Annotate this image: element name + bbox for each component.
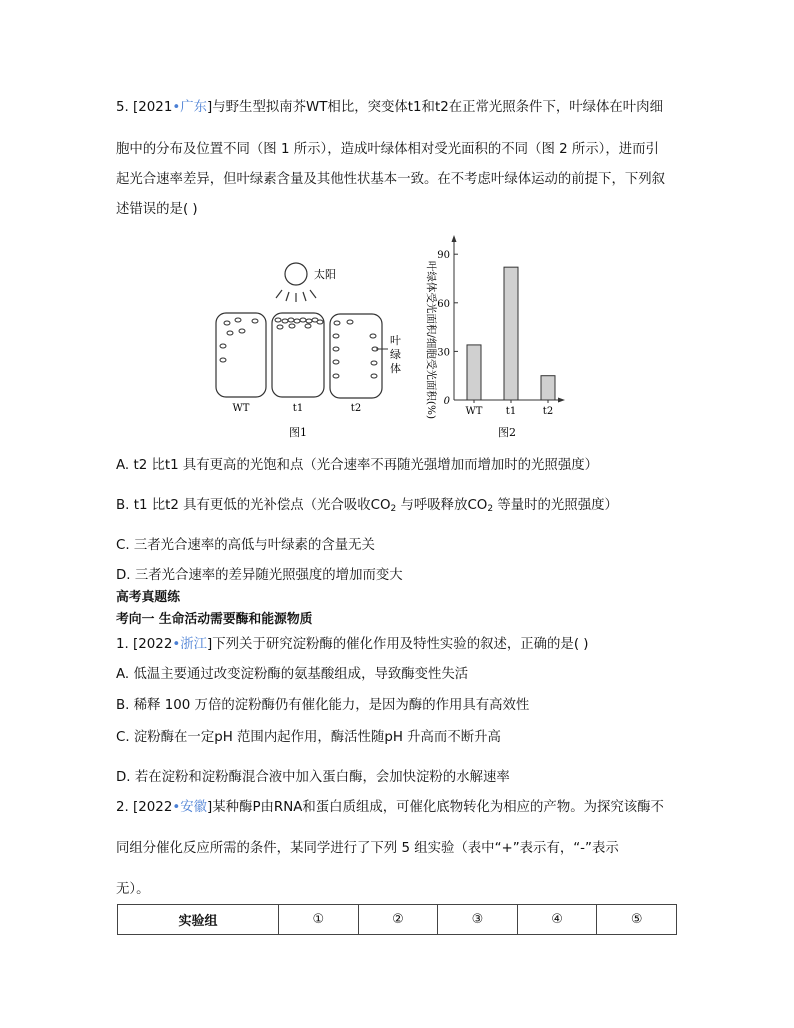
section-title: 高考真题练 [116,590,180,605]
q2-source: [2022•安徽] [133,800,213,815]
q5-stem-line4: 述错误的是( ) [116,202,198,217]
q2-stem-line1 [116,799,664,817]
figure-container [200,230,600,445]
q5-option-c: C. 三者光合速率的高低与叶绿素的含量无关 [116,538,375,553]
q5-option-b: B. t1 比t2 具有更低的光补偿点（光合吸收$CO_2$ 与呼吸释放$CO_2$ 等量时的光照强度） [116,498,618,514]
q5-number: 5. [116,100,129,115]
q1-option-d: D. 若在淀粉和淀粉酶混合液中加入蛋白酶，会加快淀粉的水解速率 [116,770,510,785]
q5-stem-line3: 起光合速率差异，但叶绿素含量及其他性状基本一致。在不考虑叶绿体运动的前提下，下列叙 [116,172,666,187]
table-row [118,905,677,935]
q2-number: 2. [116,800,129,815]
chart-x-arrow-icon [558,398,565,403]
q2-stem-line2: 同组分催化反应所需的条件，某同学进行了下列 5 组实验（表中“+”表示有，“-”表示 [116,841,619,856]
experiment-table [117,904,677,935]
table-cell: ① [279,905,359,935]
q5-stem-line1 [116,99,663,117]
chart-bar-wt [467,345,481,400]
cell-t1 [272,313,324,397]
q5-option-d: D. 三者光合速率的差异随光照强度的增加而变大 [116,568,403,583]
q1-option-a: A. 低温主要通过改变淀粉酶的氨基酸组成，导致酶变性失活 [116,667,469,682]
figure-1 [216,263,401,439]
q5-stem-line2: 胞中的分布及位置不同（图 1 所示），造成叶绿体相对受光面积的不同（图 2 所示），进而引 [116,142,659,157]
cell-wt [216,313,266,397]
chart-y-tick-label: 30 [437,347,450,359]
table-cell: ② [358,905,438,935]
cell-label-t2: t2 [350,403,362,414]
chart-y-tick-label: 60 [437,298,450,310]
chart-y-axis-label: 叶绿体受光面积/细胞受光面积(%) [425,260,437,420]
q1-stem-text: 下列关于研究淀粉酶的催化作用及特性实验的叙述，正确的是( ) [212,637,589,652]
chart-bar-t1 [504,267,518,400]
q1-option-c: C. 淀粉酶在一定pH 范围内起作用，酶活性随pH 升高而不断升高 [116,730,501,745]
figure-2-caption: 图2 [498,426,516,439]
table-cell: ④ [517,905,597,935]
sun-icon [276,263,316,302]
chart-y-arrow-icon [452,235,457,242]
q2-line1-text: 某种酶P由RNA和蛋白质组成，可催化底物转化为相应的产物。为探究该酶不 [212,800,664,815]
figure-2-chart [425,235,565,439]
sun-label: 太阳 [314,268,336,281]
chart-category-label: WT [465,406,483,417]
figure-1-caption: 图1 [289,426,307,439]
chart-bar-t2 [541,376,555,400]
q5-line1-text: 与野生型拟南芥WT相比，突变体t1和t2在正常光照条件下，叶绿体在叶肉细 [212,100,663,115]
q5-option-a: A. t2 比t1 具有更高的光饱和点（光合速率不再随光强增加而增加时的光照强度） [116,458,598,473]
q2-stem-line3: 无）。 [116,882,150,897]
cell-label-wt: WT [232,403,250,414]
chart-category-label: t1 [505,406,517,417]
chart-y-tick-label: 90 [437,250,450,262]
q1-option-b: B. 稀释 100 万倍的淀粉酶仍有催化能力，是因为酶的作用具有高效性 [116,698,530,713]
chloroplast-label-1: 叶 [390,334,401,347]
cell-t2 [330,314,382,398]
chloroplast-label-3: 体 [390,362,401,375]
chart-y-tick-label: 0 [443,396,450,407]
chloroplast-label-2: 绿 [390,348,401,361]
q1-number: 1. [116,637,129,652]
chart-category-label: t2 [542,406,554,417]
q1-source: [2022•浙江] [133,637,213,652]
section-subtitle: 考向一 生命活动需要酶和能源物质 [116,612,313,627]
q5-source: [2021•广东] [133,100,213,115]
table-cell: ③ [438,905,518,935]
table-cell: ⑤ [597,905,677,935]
table-header-cell: 实验组 [118,905,279,935]
cell-label-t1: t1 [292,403,304,414]
q1-stem [116,636,589,654]
